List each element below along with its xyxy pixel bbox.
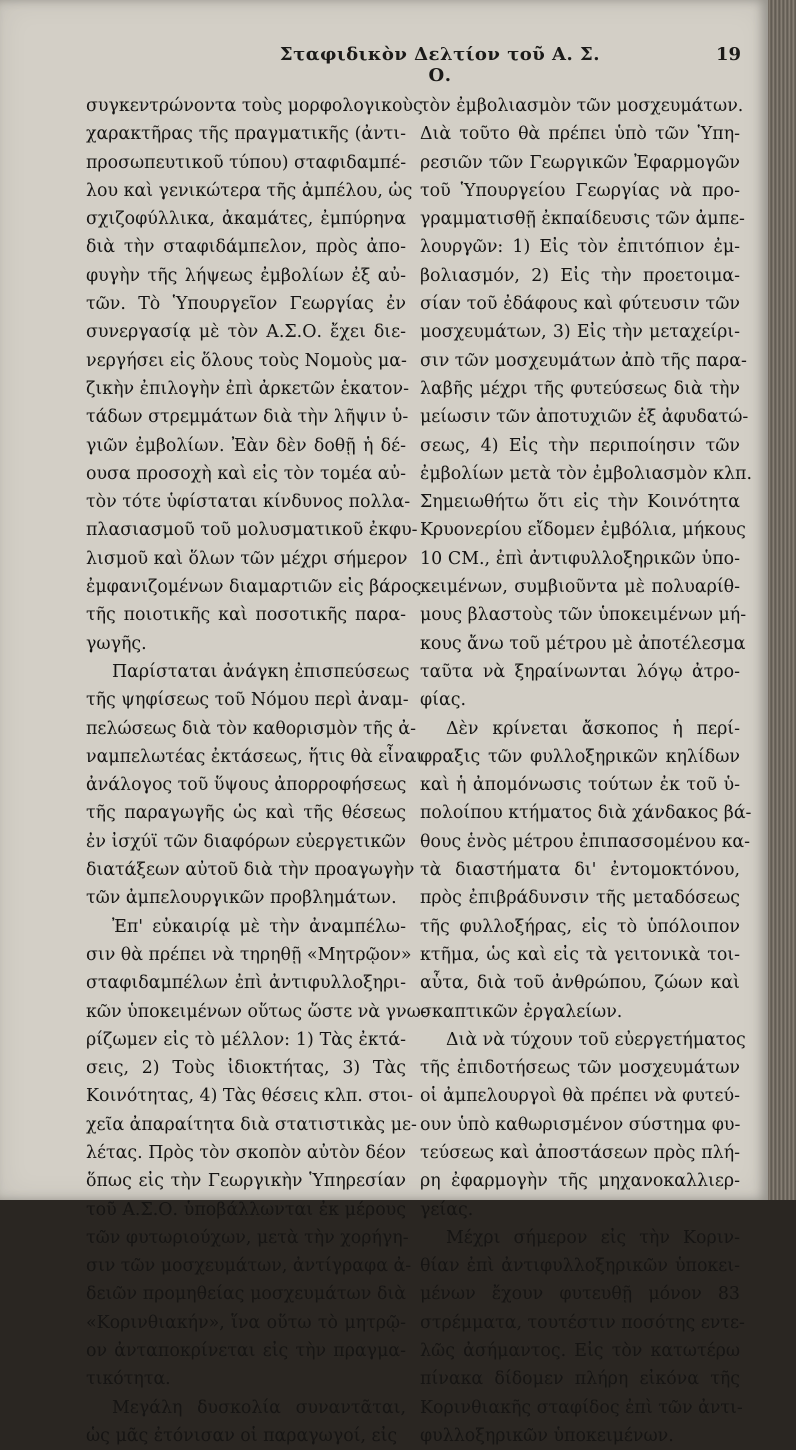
text-line: αὗτα, διὰ τοῦ ἀνθρώπου, ζώων καὶ (420, 973, 740, 994)
text-line: Μέχρι σήμερον εἰς τὴν Κοριν- (446, 1227, 740, 1248)
text-line: τάδων στρεμμάτων διὰ τὴν λῆψιν ὑ- (86, 407, 409, 428)
text-line: τῶν. Τὸ Ὑπουργεῖον Γεωργίας ἐν (86, 294, 406, 315)
text-line: φυλλοξηρικῶν ὑποκειμένων. (420, 1425, 674, 1446)
text-line: τὰ διαστήματα δι' ἐντομοκτόνου, (420, 860, 740, 881)
text-line: μείωσιν τῶν ἀποτυχιῶν ἐξ ἀφυδατώ- (420, 407, 749, 428)
text-line: Παρίσταται ἀνάγκη ἐπισπεύσεως (112, 661, 410, 682)
text-line: σιν τῶν μοσχευμάτων ἀπὸ τῆς παρα- (420, 350, 747, 371)
text-line: κτῆμα, ὡς καὶ εἰς τὰ γειτονικὰ τοι- (420, 944, 740, 965)
text-line: ταῦτα νὰ ξηραίνωνται λόγῳ ἀτρο- (420, 661, 740, 682)
text-line: τῶν ἀμπελουργικῶν προβλημάτων. (86, 888, 397, 909)
text-line: κους ἄνω τοῦ μέτρου μὲ ἀποτέλεσμα (420, 633, 746, 654)
text-line: σεως, 4) Εἰς τὴν περιποίησιν τῶν (420, 435, 740, 456)
text-line: θους ἑνὸς μέτρου ἐπιπασσομένου κα- (420, 831, 751, 852)
text-line: Κοινότητας, 4) Τὰς θέσεις κλπ. στοι- (86, 1086, 413, 1107)
text-line: ὡς μᾶς ἐτόνισαν οἱ παραγωγοί, εἰς (86, 1425, 398, 1446)
text-line: ἐμφανιζομένων διαμαρτιῶν εἰς βάρος (86, 577, 422, 598)
text-line: θίαν ἐπὶ ἀντιφυλλοξηρικῶν ὑποκει- (420, 1256, 740, 1277)
paragraph (86, 1394, 406, 1450)
text-line: ουσα προσοχὴ καὶ εἰς τὸν τομέα αὐ- (86, 463, 406, 484)
text-line: κειμένων, συμβιοῦντα μὲ πολυαρίθ- (420, 577, 740, 598)
text-line: στρέμματα, τουτέστιν ποσότης εντε- (420, 1312, 745, 1333)
text-line: σκαπτικῶν ἐργαλείων. (420, 1001, 623, 1022)
text-line: φραξις τῶν φυλλοξηρικῶν κηλίδων (420, 746, 740, 767)
text-line: ναμπελωτέας ἐκτάσεως, ἥτις θὰ εἶναι (86, 746, 424, 767)
text-line: Μεγάλη δυσκολία συναντᾶται, (112, 1397, 406, 1418)
paragraph (420, 1026, 746, 1224)
text-line: διὰ τὴν σταφιδάμπελον, πρὸς ἀπο- (86, 237, 406, 258)
text-line: μοσχευμάτων, 3) Εἰς τὴν μεταχείρι- (420, 322, 740, 343)
paragraph (420, 1224, 745, 1450)
text-line: φίας. (420, 690, 467, 711)
text-line: ρη ἐφαρμογὴν τῆς μηχανοκαλλιερ- (420, 1171, 740, 1192)
text-line: μους βλαστοὺς τῶν ὑποκειμένων μή- (420, 605, 747, 626)
text-line: δειῶν προμηθείας μοσχευμάτων διὰ (86, 1284, 406, 1305)
text-line: τὸν ἐμβολιασμὸν τῶν μοσχευμάτων. (420, 96, 744, 116)
text-line: συνεργασίᾳ μὲ τὸν Α.Σ.Ο. ἔχει διε- (86, 322, 406, 343)
right-text-column (420, 92, 753, 1446)
text-line: λέτας. Πρὸς τὸν σκοπὸν αὐτὸν δέον (86, 1142, 406, 1163)
text-line: τῆς παραγωγῆς ὡς καὶ τῆς θέσεως (86, 803, 406, 824)
text-line: πλασιασμοῦ τοῦ μολυσματικοῦ ἐκφυ- (86, 520, 418, 541)
text-line: τῆς ἐπιδοτήσεως τῶν μοσχευμάτων (420, 1058, 740, 1079)
text-line: ἐν ἰσχύϊ τῶν διαφόρων εὐεργετικῶν (86, 831, 406, 852)
left-text-column (86, 92, 427, 1446)
text-line: φυγὴν τῆς λήψεως ἐμβολίων ἐξ αὐ- (86, 265, 406, 286)
text-line: τῶν φυτωριούχων, μετὰ τὴν χορήγη- (86, 1227, 409, 1248)
text-line: γείας. (420, 1199, 474, 1220)
text-line: μένων ἔχουν φυτευθῇ μόνον 83 (420, 1284, 740, 1305)
text-line: καὶ ἡ ἀπομόνωσις τούτων ἐκ τοῦ ὑ- (420, 775, 740, 796)
text-line: τῆς ποιοτικῆς καὶ ποσοτικῆς παρα- (86, 605, 406, 626)
text-line: ἀνάλογος τοῦ ὕψους ἀπορροφήσεως (86, 775, 407, 796)
text-line: γραμματισθῇ ἐκπαίδευσις τῶν ἀμπε- (420, 209, 745, 230)
text-line: λαβῆς μέχρι τῆς φυτεύσεως διὰ τὴν (420, 378, 740, 399)
text-line: λου καὶ γενικώτερα τῆς ἀμπέλου, ὡς (86, 180, 413, 201)
text-line: 10 CM., ἐπὶ ἀντιφυλλοξηρικῶν ὑπο- (420, 548, 740, 569)
text-line: Διὰ τοῦτο θὰ πρέπει ὑπὸ τῶν Ὑπη- (420, 124, 740, 145)
text-line: τῆς ψηφίσεως τοῦ Νόμου περὶ ἀναμ- (86, 690, 409, 711)
text-line: λῶς ἀσήμαντος. Εἰς τὸν κατωτέρω (420, 1341, 740, 1362)
text-line: χεῖα ἀπαραίτητα διὰ στατιστικὰς με- (86, 1114, 417, 1135)
text-line: διατάξεων αὐτοῦ διὰ τὴν προαγωγὴν (86, 860, 415, 881)
text-line: χαρακτῆρας τῆς πραγματικῆς (ἀντι- (86, 124, 406, 145)
text-line: πίνακα δίδομεν πλήρη εἰκόνα τῆς (420, 1369, 740, 1390)
text-line: ἐμβολίων μετὰ τὸν ἐμβολιασμὸν κλπ. (420, 463, 753, 484)
text-line: πρὸς ἐπιβράδυνσιν τῆς μεταδόσεως (420, 888, 740, 909)
text-line: λισμοῦ καὶ ὅλων τῶν μέχρι σήμερον (86, 548, 408, 569)
text-line: «Κορινθιακήν», ἵνα οὕτω τὸ μητρῷ- (86, 1312, 406, 1333)
text-line: Σημειωθήτω ὅτι εἰς τὴν Κοινότητα (420, 492, 740, 513)
text-line: οἱ ἀμπελουργοὶ θὰ πρέπει νὰ φυτεύ- (420, 1086, 740, 1107)
text-line: πολοίπου κτήματος διὰ χάνδακος βά- (420, 803, 752, 824)
text-line: τεύσεως καὶ ἀποστάσεων πρὸς πλή- (420, 1142, 740, 1163)
text-line: Ἐπ' εὐκαιρίᾳ μὲ τὴν ἀναμπέλω- (112, 916, 406, 937)
text-line: ρεσιῶν τῶν Γεωργικῶν Ἐφαρμογῶν (420, 152, 740, 173)
text-line: σταφιδαμπέλων ἐπὶ ἀντιφυλλοξηρι- (86, 973, 406, 994)
text-line: συγκεντρώνοντα τοὺς μορφολογικοὺς (86, 96, 423, 116)
text-line: σεις, 2) Τοὺς ἰδιοκτήτας, 3) Τὰς (86, 1058, 406, 1079)
text-line: τοῦ Ὑπουργείου Γεωργίας νὰ προ- (420, 180, 740, 201)
paragraph (86, 92, 423, 658)
book-page-edge (768, 0, 796, 1200)
text-line: βολιασμόν, 2) Εἰς τὴν προετοιμα- (420, 265, 740, 286)
text-line: γιῶν ἐμβολίων. Ἐὰν δὲν δοθῇ ἡ δέ- (86, 435, 406, 456)
text-line: ὅπως εἰς τὴν Γεωργικὴν Ὑπηρεσίαν (86, 1171, 406, 1192)
text-line: ον ἀνταποκρίνεται εἰς τὴν πραγμα- (86, 1341, 406, 1362)
page-number: 19 (716, 44, 742, 65)
text-line: Διὰ νὰ τύχουν τοῦ εὐεργετήματος (446, 1029, 746, 1050)
text-line: ζικὴν ἐπιλογὴν ἐπὶ ἀρκετῶν ἑκατον- (86, 378, 409, 399)
text-line: πελώσεως διὰ τὸν καθορισμὸν τῆς ἀ- (86, 718, 416, 739)
text-line: προσωπευτικοῦ τύπου) σταφιδαμπέ- (86, 152, 407, 173)
text-line: γωγῆς. (86, 633, 147, 654)
paragraph (86, 658, 424, 913)
text-line: σιν τῶν μοσχευμάτων, ἀντίγραφα ἀ- (86, 1256, 412, 1277)
paragraph (420, 92, 753, 715)
text-line: ρίζωμεν εἰς τὸ μέλλον: 1) Τὰς ἐκτά- (86, 1029, 406, 1050)
text-line: σίαν τοῦ ἐδάφους καὶ φύτευσιν τῶν (420, 294, 740, 315)
text-line: Κορινθιακῆς σταφίδος ἐπὶ τῶν ἀντι- (420, 1397, 743, 1418)
text-line: τὸν τότε ὑφίσταται κίνδυνος πολλα- (86, 492, 411, 513)
text-line: ουν ὑπὸ καθωρισμένον σύστημα φυ- (420, 1114, 741, 1135)
text-line: νεργήσει εἰς ὅλους τοὺς Νομοὺς μα- (86, 350, 407, 371)
text-line: τῆς φυλλοξήρας, εἰς τὸ ὑπόλοιπον (420, 916, 740, 937)
paragraph (86, 913, 427, 1394)
running-title: Σταφιδικὸν Δελτίον τοῦ Α. Σ. Ο. (279, 44, 601, 86)
text-line: σιν θὰ πρέπει νὰ τηρηθῇ «Μητρῷον» (86, 944, 412, 965)
page-header (0, 44, 768, 86)
text-line: κῶν ὑποκειμένων οὕτως ὥστε νὰ γνω- (86, 1001, 427, 1022)
paragraph (420, 715, 752, 1026)
text-line: τοῦ Α.Σ.Ο. ὑποβάλλωνται ἐκ μέρους (86, 1199, 406, 1220)
text-line: λουργῶν: 1) Εἰς τὸν ἐπιτόπιον ἐμ- (420, 237, 740, 258)
text-line: σχιζοφύλλικα, ἀκαμάτες, ἐμπύρηνα (86, 209, 406, 230)
text-line: Δὲν κρίνεται ἄσκοπος ἡ περί- (446, 718, 740, 739)
text-line: τικότητα. (86, 1369, 171, 1390)
text-line: Κρυονερίου εἴδομεν ἐμβόλια, μήκους (420, 520, 746, 541)
